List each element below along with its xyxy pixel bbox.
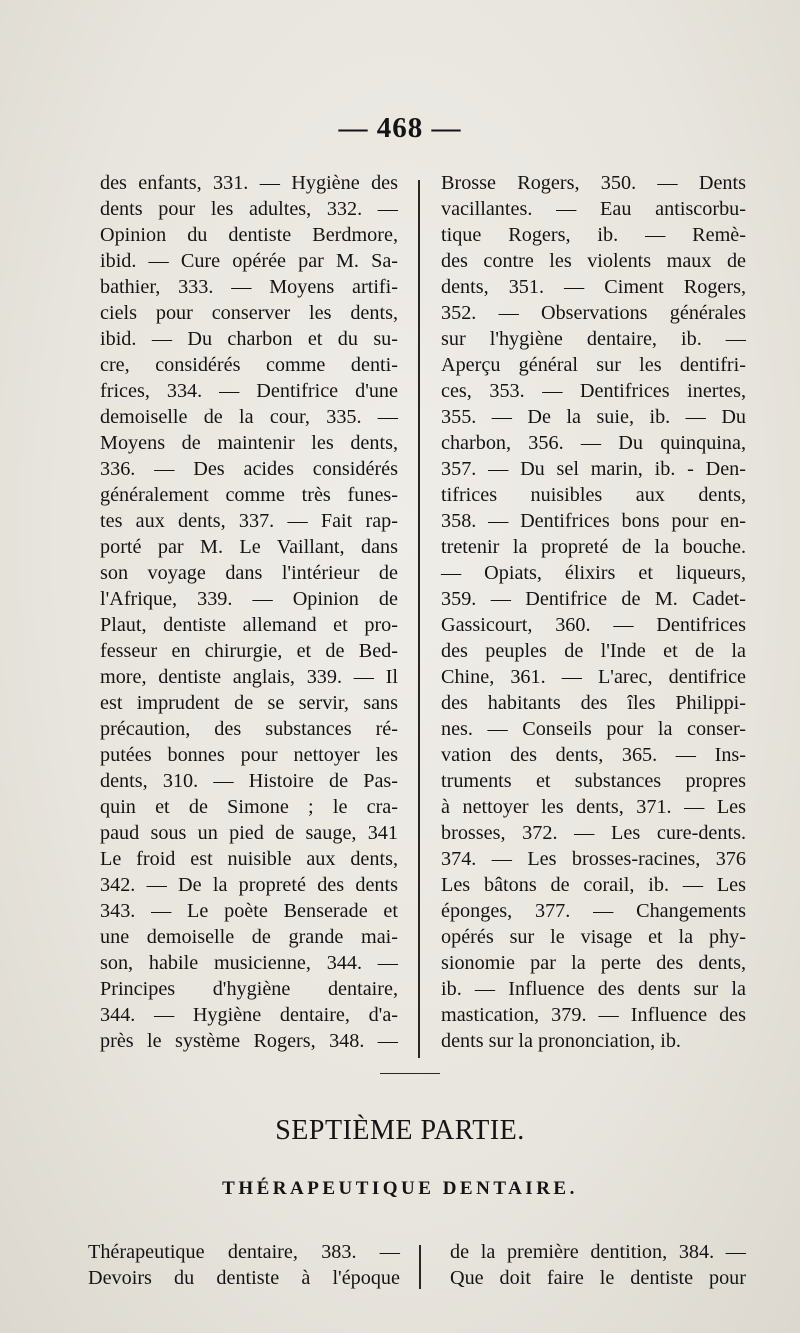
text-line: Devoirs du dentiste à l'époque [88, 1267, 400, 1289]
page-number: — 468 — [338, 112, 462, 144]
text-line: Gassicourt, 360. — Dentifrices [441, 614, 746, 636]
text-line: 358. — Dentifrices bons pour en- [441, 510, 746, 532]
index-column-left [100, 170, 398, 1054]
text-line: des habitants des îles Philippi- [441, 692, 746, 714]
text-line: ib. — Influence des dents sur la [441, 978, 746, 1000]
column-divider [418, 180, 420, 1058]
text-line: dents, 351. — Ciment Rogers, [441, 276, 746, 298]
text-line: 352. — Observations générales [441, 302, 746, 324]
text-line: Chine, 361. — L'arec, dentifrice [441, 666, 746, 688]
text-line: Thérapeutique dentaire, 383. — [88, 1241, 400, 1263]
text-line: 342. — De la propreté des dents [100, 874, 398, 896]
text-line: une demoiselle de grande mai- [100, 926, 398, 948]
text-line: tifrices nuisibles aux dents, [441, 484, 746, 506]
bottom-column-right [450, 1239, 746, 1291]
text-line: 374. — Les brosses-racines, 376 [441, 848, 746, 870]
text-line: ces, 353. — Dentifrices inertes, [441, 380, 746, 402]
text-line: de la première dentition, 384. — [450, 1241, 746, 1263]
text-line: tique Rogers, ib. — Remè- [441, 224, 746, 246]
text-line: Aperçu général sur les dentifri- [441, 354, 746, 376]
text-line: son, habile musicienne, 344. — [100, 952, 398, 974]
text-line: Brosse Rogers, 350. — Dents [441, 172, 746, 194]
text-line: putées bonnes pour nettoyer les [100, 744, 398, 766]
text-line: éponges, 377. — Changements [441, 900, 746, 922]
text-line: 357. — Du sel marin, ib. - Den- [441, 458, 746, 480]
text-line: sionomie par la perte des dents, [441, 952, 746, 974]
text-line: sur l'hygiène dentaire, ib. — [441, 328, 746, 350]
text-line: Les bâtons de corail, ib. — Les [441, 874, 746, 896]
section-separator-rule [380, 1073, 440, 1074]
text-line: Principes d'hygiène dentaire, [100, 978, 398, 1000]
index-column-right [441, 170, 746, 1054]
text-line: près le système Rogers, 348. — [100, 1030, 398, 1052]
text-line: des peuples de l'Inde et de la [441, 640, 746, 662]
text-line: opérés sur le visage et la phy- [441, 926, 746, 948]
text-line: mastication, 379. — Influence des [441, 1004, 746, 1026]
text-line: précaution, des substances ré- [100, 718, 398, 740]
text-line: l'Afrique, 339. — Opinion de [100, 588, 398, 610]
text-line: à nettoyer les dents, 371. — Les [441, 796, 746, 818]
text-line: brosses, 372. — Les cure-dents. [441, 822, 746, 844]
text-line: 343. — Le poète Benserade et [100, 900, 398, 922]
text-line: son voyage dans l'intérieur de [100, 562, 398, 584]
text-line: dents pour les adultes, 332. — [100, 198, 398, 220]
text-line: paud sous un pied de sauge, 341 [100, 822, 398, 844]
text-line: charbon, 356. — Du quinquina, [441, 432, 746, 454]
text-line: fesseur en chirurgie, et de Bed- [100, 640, 398, 662]
text-line: nes. — Conseils pour la conser- [441, 718, 746, 740]
text-line: vacillantes. — Eau antiscorbu- [441, 198, 746, 220]
text-line: tes aux dents, 337. — Fait rap- [100, 510, 398, 532]
text-line: ciels pour conserver les dents, [100, 302, 398, 324]
text-line: porté par M. Le Vaillant, dans [100, 536, 398, 558]
section-subtitle: THÉRAPEUTIQUE DENTAIRE. [222, 1178, 578, 1199]
text-line: 336. — Des acides considérés [100, 458, 398, 480]
text-line: quin et de Simone ; le cra- [100, 796, 398, 818]
bottom-column-divider [419, 1245, 421, 1289]
text-line: Moyens de maintenir les dents, [100, 432, 398, 454]
text-line: 355. — De la suie, ib. — Du [441, 406, 746, 428]
text-line: frices, 334. — Dentifrice d'une [100, 380, 398, 402]
text-line: Plaut, dentiste allemand et pro- [100, 614, 398, 636]
text-line: 359. — Dentifrice de M. Cadet- [441, 588, 746, 610]
text-line: tretenir la propreté de la bouche. [441, 536, 746, 558]
text-line: ibid. — Du charbon et du su- [100, 328, 398, 350]
text-line: des enfants, 331. — Hygiène des [100, 172, 398, 194]
text-line: 344. — Hygiène dentaire, d'a- [100, 1004, 398, 1026]
text-line: est imprudent de se servir, sans [100, 692, 398, 714]
text-line: ibid. — Cure opérée par M. Sa- [100, 250, 398, 272]
text-line: truments et substances propres [441, 770, 746, 792]
text-line: demoiselle de la cour, 335. — [100, 406, 398, 428]
text-line: — Opiats, élixirs et liqueurs, [441, 562, 746, 584]
text-line: vation des dents, 365. — Ins- [441, 744, 746, 766]
text-line: cre, considérés comme denti- [100, 354, 398, 376]
section-title: SEPTIÈME PARTIE. [275, 1115, 525, 1146]
text-line: Que doit faire le dentiste pour [450, 1267, 746, 1289]
text-line: généralement comme très funes- [100, 484, 398, 506]
bottom-column-left [88, 1239, 400, 1291]
text-line: des contre les violents maux de [441, 250, 746, 272]
text-line: bathier, 333. — Moyens artifi- [100, 276, 398, 298]
text-line: dents, 310. — Histoire de Pas- [100, 770, 398, 792]
text-line: dents sur la prononciation, ib. [441, 1030, 681, 1052]
text-line: Opinion du dentiste Berdmore, [100, 224, 398, 246]
text-line: Le froid est nuisible aux dents, [100, 848, 398, 870]
text-line: more, dentiste anglais, 339. — Il [100, 666, 398, 688]
